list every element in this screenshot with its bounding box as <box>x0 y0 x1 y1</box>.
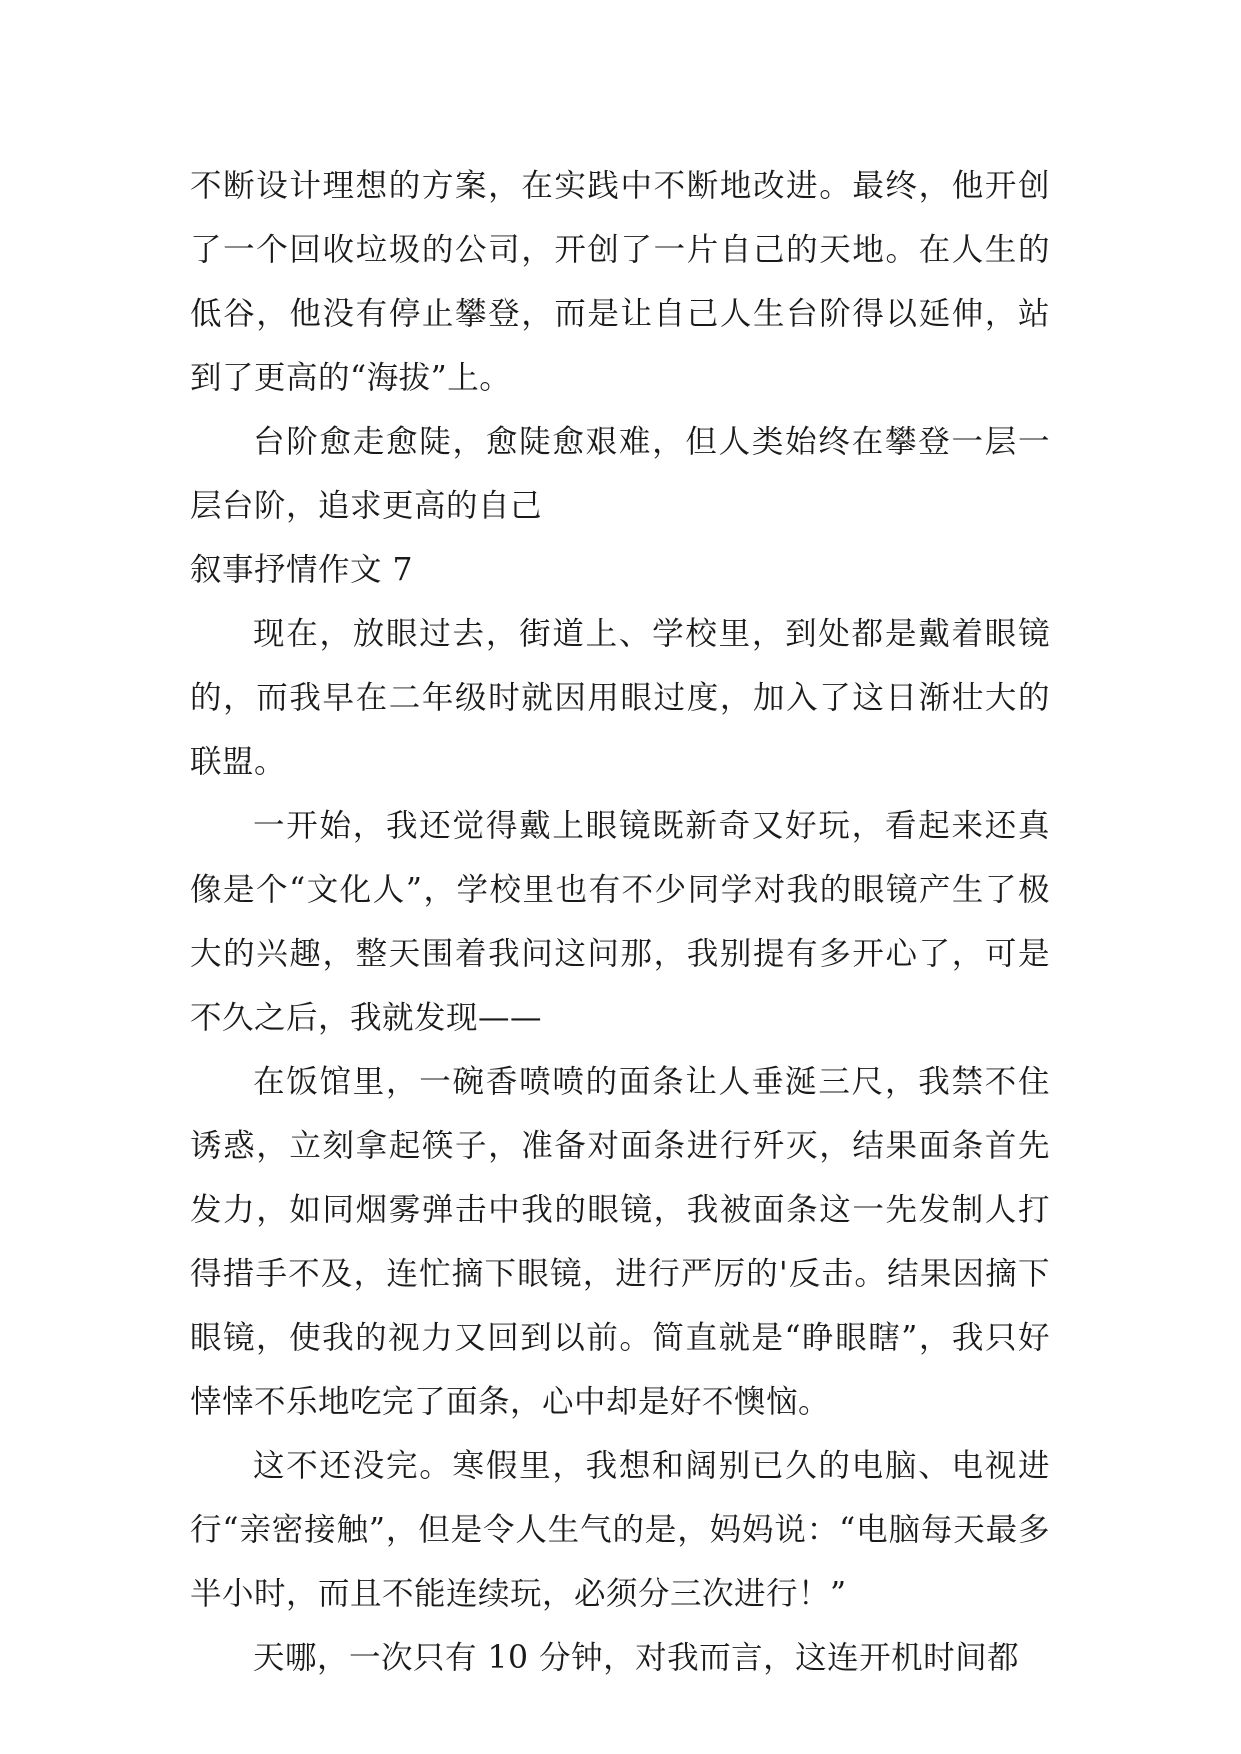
paragraph: 天哪，一次只有 10 分钟，对我而言，这连开机时间都 <box>253 1640 1020 1676</box>
paragraph: 一开始，我还觉得戴上眼镜既新奇又好玩，看起来还真像是个“文化人”，学校里也有不少同学对我的眼镜产生了极大的兴趣，整天围着我问这问那，我别提有多开心了，可是不久之后，我就发现—— <box>190 808 1050 1036</box>
paragraph-continued: 不断设计理想的方案，在实践中不断地改进。最终，他开创了一个回收垃圾的公司，开创了一片自己的天地。在人生的低谷，他没有停止攀登，而是让自己人生台阶得以延伸，站到了更高的“海拔”上。 <box>190 168 1050 396</box>
paragraph: 在饭馆里，一碗香喷喷的面条让人垂涎三尺，我禁不住诱惑，立刻拿起筷子，准备对面条进行歼灭，结果面条首先发力，如同烟雾弹击中我的眼镜，我被面条这一先发制人打得措手不及，连忙摘下眼镜，进行严厉的'反击。结果因摘下眼镜，使我的视力又回到以前。简直就是“睁眼瞎”，我只好悻悻不乐地吃完了面条，心中却是好不懊恼。 <box>190 1064 1050 1420</box>
paragraph: 这不还没完。寒假里，我想和阔别已久的电脑、电视进行“亲密接触”，但是令人生气的是，妈妈说：“电脑每天最多半小时，而且不能连续玩，必须分三次进行！” <box>190 1448 1050 1612</box>
document-page <box>190 154 1050 1690</box>
paragraph: 台阶愈走愈陡，愈陡愈艰难，但人类始终在攀登一层一层台阶，追求更高的自己 <box>190 424 1050 524</box>
paragraph: 现在，放眼过去，街道上、学校里，到处都是戴着眼镜的，而我早在二年级时就因用眼过度，加入了这日渐壮大的联盟。 <box>190 616 1050 780</box>
section-heading: 叙事抒情作文 7 <box>190 552 414 588</box>
